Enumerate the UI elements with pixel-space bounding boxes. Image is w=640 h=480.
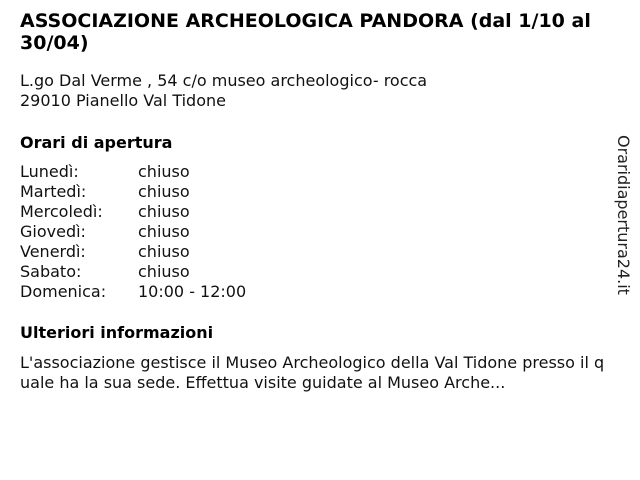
address-line-city: 29010 Pianello Val Tidone: [20, 91, 226, 110]
hours-value: chiuso: [138, 222, 190, 241]
hours-row-saturday: [20, 262, 605, 282]
hours-value: chiuso: [138, 202, 190, 221]
brand-watermark: [611, 135, 635, 310]
hours-value: chiuso: [138, 262, 190, 281]
day-label: Giovedì:: [20, 222, 86, 241]
day-label: Martedì:: [20, 182, 87, 201]
day-label: Sabato:: [20, 262, 82, 281]
page-title: ASSOCIAZIONE ARCHEOLOGICA PANDORA (dal 1/10 al 30/04): [20, 10, 591, 54]
opening-hours-heading: Orari di apertura: [20, 133, 173, 152]
hours-row-tuesday: [20, 182, 605, 202]
hours-row-friday: [20, 242, 605, 262]
hours-row-monday: [20, 162, 605, 182]
day-label: Mercoledì:: [20, 202, 103, 221]
store-details: [20, 10, 605, 393]
hours-row-wednesday: [20, 202, 605, 222]
address-block: [20, 71, 605, 111]
hours-value: chiuso: [138, 242, 190, 261]
additional-info-text: L'associazione gestisce il Museo Archeologico della Val Tidone presso il quale ha la sua sede. Effettua visite guidate al Museo Arche...: [20, 353, 605, 392]
day-label: Lunedì:: [20, 162, 79, 181]
hours-value: 10:00 - 12:00: [138, 282, 247, 301]
day-label: Venerdì:: [20, 242, 86, 261]
hours-row-sunday: [20, 282, 605, 302]
hours-row-thursday: [20, 222, 605, 242]
address-line-street: L.go Dal Verme , 54 c/o museo archeologico- rocca: [20, 71, 428, 90]
day-label: Domenica:: [20, 282, 107, 301]
brand-text: Oraridiapertura24.it: [614, 135, 633, 295]
additional-info-heading: Ulteriori informazioni: [20, 323, 214, 342]
hours-value: chiuso: [138, 182, 190, 201]
opening-hours-table: [20, 162, 605, 302]
hours-value: chiuso: [138, 162, 190, 181]
